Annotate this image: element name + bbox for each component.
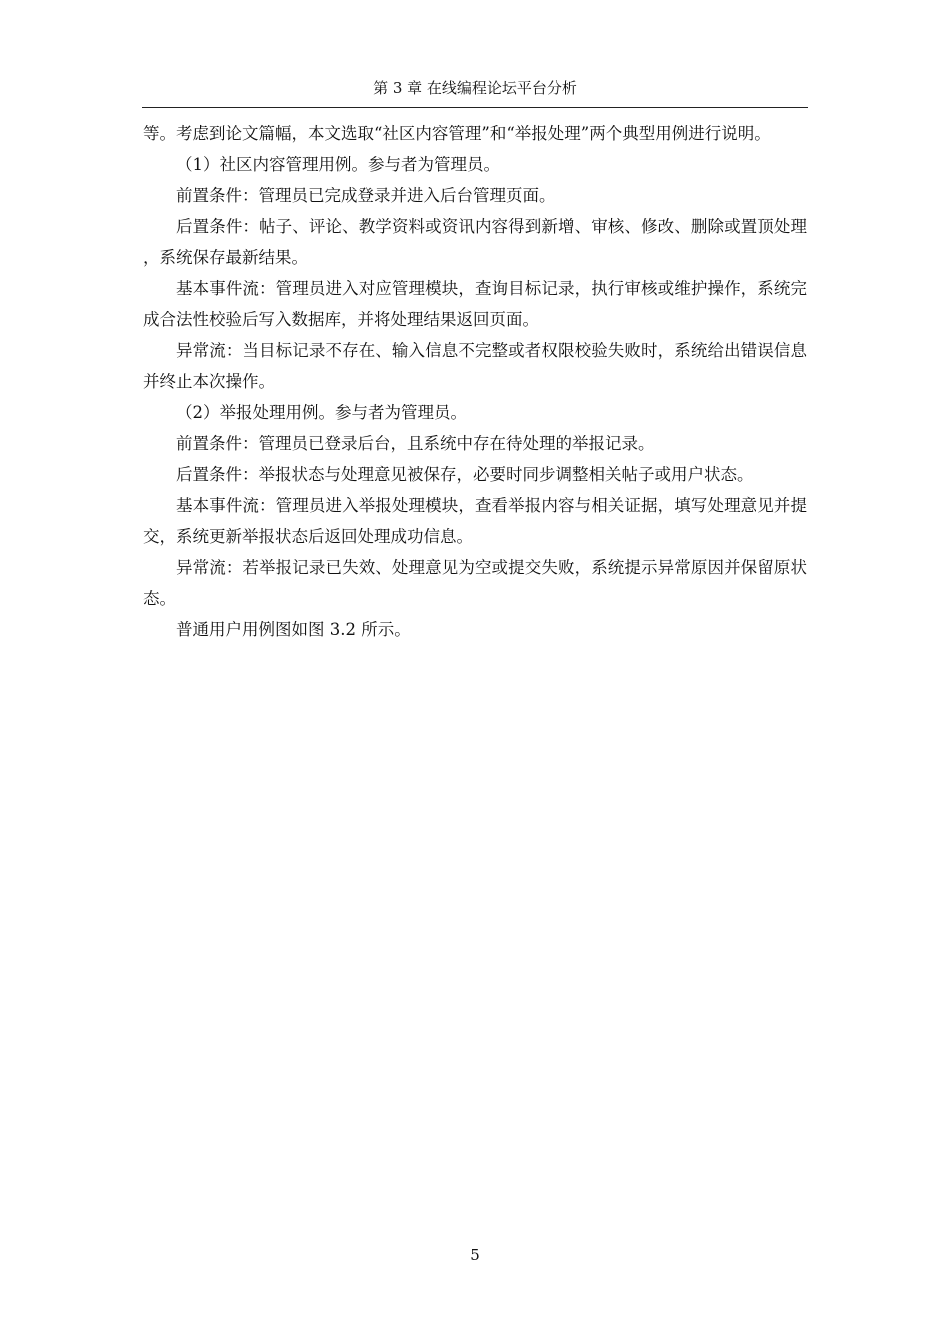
paragraph-use-case-2-basic-flow: 基本事件流：管理员进入举报处理模块，查看举报内容与相关证据，填写处理意见并提交，系统更新举报状态后返回处理成功信息。 [143, 496, 807, 546]
page-header: 第 3 章 在线编程论坛平台分析 [142, 78, 808, 108]
page-number: 5 [470, 1246, 480, 1264]
paragraph-continuation: 等。考虑到论文篇幅，本文选取“社区内容管理”和“举报处理”两个典型用例进行说明。 [143, 124, 771, 143]
paragraph-use-case-1-precondition: 前置条件：管理员已完成登录并进入后台管理页面。 [176, 186, 556, 205]
paragraph-use-case-1-basic-flow: 基本事件流：管理员进入对应管理模块，查询目标记录，执行审核或维护操作，系统完成合法性校验后写入数据库，并将处理结果返回页面。 [143, 279, 807, 329]
paragraph-use-case-2-postcondition: 后置条件：举报状态与处理意见被保存，必要时同步调整相关帖子或用户状态。 [176, 465, 754, 484]
paragraph-use-case-1-postcondition: 后置条件：帖子、评论、教学资料或资讯内容得到新增、审核、修改、删除或置顶处理，系统保存最新结果。 [143, 217, 807, 267]
body-text [143, 118, 807, 645]
paragraph-use-case-2-precondition: 前置条件：管理员已登录后台，且系统中存在待处理的举报记录。 [176, 434, 655, 453]
paragraph-use-case-2-exception-flow: 异常流：若举报记录已失效、处理意见为空或提交失败，系统提示异常原因并保留原状态。 [143, 558, 807, 608]
paragraph-use-case-1-exception-flow: 异常流：当目标记录不存在、输入信息不完整或者权限校验失败时，系统给出错误信息并终止本次操作。 [143, 341, 807, 391]
paragraph-figure-reference: 普通用户用例图如图 3.2 所示。 [176, 620, 411, 639]
paragraph-use-case-2-heading: （2）举报处理用例。参与者为管理员。 [176, 403, 467, 422]
paragraph-use-case-1-heading: （1）社区内容管理用例。参与者为管理员。 [176, 155, 500, 174]
